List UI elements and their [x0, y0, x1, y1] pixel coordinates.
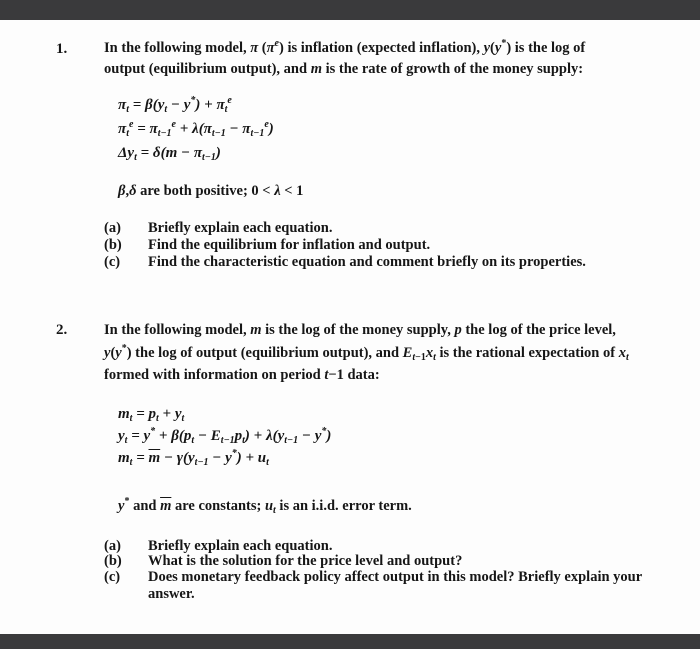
q1-part-a-label: (a)	[104, 220, 121, 236]
q1-part-b-label: (b)	[104, 237, 122, 253]
q1-equation-2: $\pi_t^e = \pi_{t-1}^e + \lambda(\pi_{t-1} - \pi_{t-1}^e)$	[118, 119, 274, 139]
q1-equation-1: $\pi_t = \beta(y_t - y^*) + \pi_t^e$	[118, 95, 232, 115]
q1-equation-3: $\Delta y_t = \delta(m - \pi_{t-1})$	[118, 145, 221, 163]
bottom-dark-border	[0, 634, 700, 649]
q2-part-b-text: What is the solution for the price level and output?	[148, 553, 463, 569]
q1-part-c-text: Find the characteristic equation and comment briefly on its properties.	[148, 254, 586, 270]
q2-part-c-text-line2: answer.	[148, 586, 195, 602]
q2-intro-line1: In the following model, m is the log of the money supply, p the log of the price level,	[104, 322, 616, 338]
q1-intro-line2: output (equilibrium output), and m is the rate of growth of the money supply:	[104, 61, 584, 77]
q2-equation-3: $m_t = \overline{m} - \gamma(y_{t-1} - y^*) + u_t$	[118, 448, 269, 468]
q2-intro-line3: formed with information on period t−1 data:	[104, 367, 380, 383]
q2-intro-line2: y(y*) the log of output (equilibrium output), and $E_{t-1}x_t$ is the rational expectation of $x_t$	[104, 343, 629, 363]
q1-intro-line1: In the following model, π $(\pi^e)$ is inflation (expected inflation), y(y*) is the log of	[104, 38, 586, 56]
q2-part-b-label: (b)	[104, 553, 122, 569]
q2-equation-1: $m_t = p_t + y_t$	[118, 406, 185, 424]
q2-part-a-label: (a)	[104, 538, 121, 554]
q2-part-c-text: Does monetary feedback policy affect output in this model? Briefly explain your	[148, 569, 643, 585]
q1-part-a-text: Briefly explain each equation.	[148, 220, 333, 236]
q2-conditions: y* and $\overline{m}$ are constants; $u_t$ is an i.i.d. error term.	[118, 496, 412, 516]
q1-conditions: β,δ are both positive; 0 < λ < 1	[118, 183, 304, 199]
q1-part-b-text: Find the equilibrium for inflation and output.	[148, 237, 431, 253]
q1-number: 1.	[56, 41, 68, 57]
q2-number: 2.	[56, 322, 68, 338]
q2-part-c-label: (c)	[104, 569, 121, 585]
q1-part-c-label: (c)	[104, 254, 121, 270]
top-dark-border	[0, 0, 700, 20]
q2-equation-2: $y_t = y^* + \beta(p_t - E_{t-1}p_t) + \lambda(y_{t-1} - y^*)$	[118, 426, 332, 446]
q2-part-a-text: Briefly explain each equation.	[148, 538, 333, 554]
